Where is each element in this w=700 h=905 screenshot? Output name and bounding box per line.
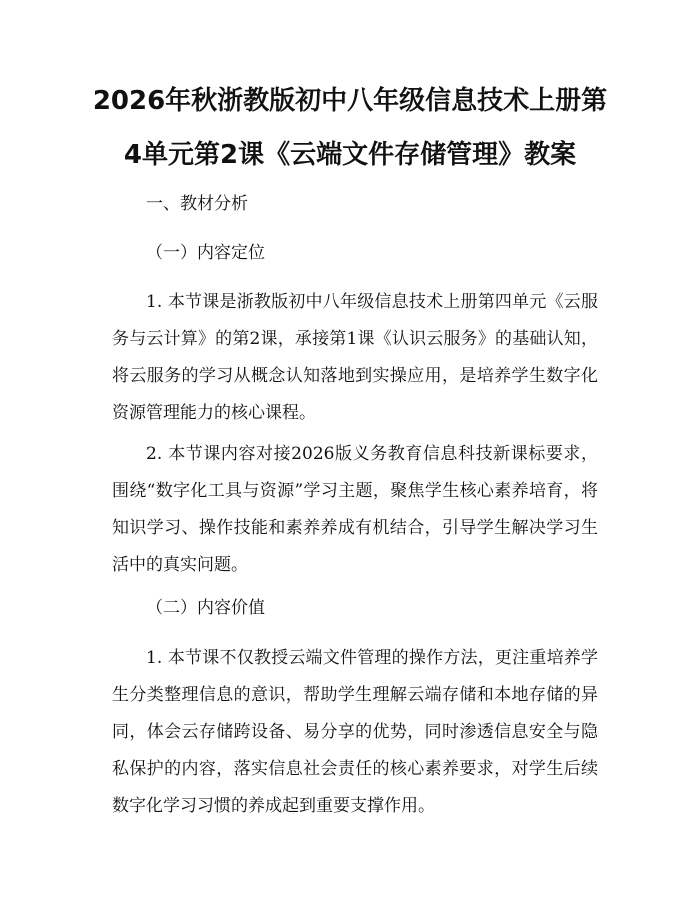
section-heading-textbook-analysis: 一、教材分析 [146, 194, 248, 214]
document-title-line-2: 4单元第2课《云端文件存储管理》教案 [123, 140, 577, 170]
document-title-line-1: 2026年秋浙教版初中八年级信息技术上册第 [92, 86, 608, 116]
subsection-heading-content-positioning: （一）内容定位 [146, 243, 265, 263]
paragraph-positioning-1: 1. 本节课是浙教版初中八年级信息技术上册第四单元《云服务与云计算》的第2课，承接第1课《认识云服务》的基础认知，将云服务的学习从概念认知落地到实操应用，是培养学生数字化资源管理能力的核心课程。 [112, 292, 598, 423]
paragraph-value-1: 1. 本节课不仅教授云端文件管理的操作方法，更注重培养学生分类整理信息的意识，帮助学生理解云端存储和本地存储的异同，体会云存储跨设备、易分享的优势，同时渗透信息安全与隐私保护的内容，落实信息社会责任的核心素养要求，对学生后续数字化学习习惯的养成起到重要支撑作用。 [112, 648, 598, 816]
paragraph-positioning-2: 2. 本节课内容对接2026版义务教育信息科技新课标要求，围绕“数字化工具与资源”学习主题，聚焦学生核心素养培育，将知识学习、操作技能和素养养成有机结合，引导学生解决学习生活中的真实问题。 [112, 444, 598, 575]
subsection-heading-content-value: （二）内容价值 [146, 598, 265, 618]
